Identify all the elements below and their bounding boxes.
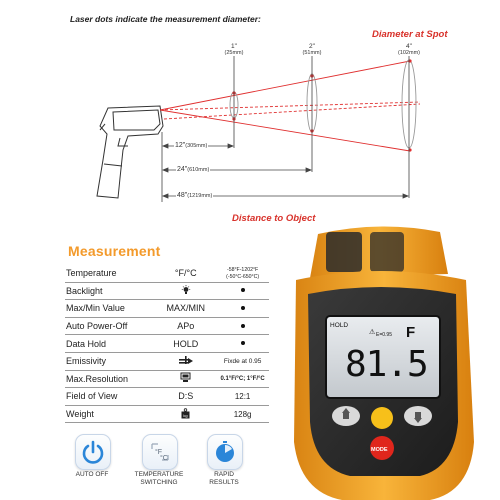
fahrenheit-celsius-icon xyxy=(143,435,177,469)
svg-text:°C: °C xyxy=(160,455,168,462)
table-row xyxy=(65,405,269,423)
distance-label-12: 12"(305mm) xyxy=(175,142,208,149)
weight-icon xyxy=(155,405,215,423)
table-row xyxy=(65,370,269,388)
thermometer-outline-icon xyxy=(97,106,163,198)
spot-label-1: 1" (25mm) xyxy=(224,43,244,56)
check-dot-icon xyxy=(241,306,245,310)
rapid-results-icon-tile xyxy=(207,434,243,470)
svg-text:°F: °F xyxy=(155,449,163,456)
power-icon xyxy=(76,435,110,469)
bulb-icon xyxy=(155,282,215,300)
spot-label-3: 4" (102mm) xyxy=(397,43,420,56)
row-symbol: APo xyxy=(155,317,215,335)
table-row xyxy=(65,388,269,406)
feature-label-rapid-results: RAPID RESULTS xyxy=(209,471,239,486)
row-value: Fixde at 0.95 xyxy=(215,352,269,370)
spec-table xyxy=(65,265,269,423)
row-value xyxy=(215,300,269,318)
feature-label-temperature-switching: TEMPERATURE SWITCHING xyxy=(134,471,184,486)
row-value xyxy=(215,282,269,300)
row-value: -58°F-1202°F (-50°C-650°C) xyxy=(215,265,269,282)
check-dot-icon xyxy=(241,341,245,345)
table-row xyxy=(65,300,269,318)
row-label: Backlight xyxy=(65,282,155,300)
spot-label-2: 2" (51mm) xyxy=(302,43,322,56)
row-label: Temperature xyxy=(65,265,155,282)
table-row xyxy=(65,282,269,300)
row-label: Max/Min Value xyxy=(65,300,155,318)
distance-label-48: 48"(1219mm) xyxy=(177,192,213,199)
lcd-reading: 81.5 xyxy=(345,344,428,385)
svg-text:kg: kg xyxy=(183,412,188,418)
row-value xyxy=(215,317,269,335)
row-value xyxy=(215,335,269,353)
check-dot-icon xyxy=(241,288,245,292)
measurement-title: Measurement xyxy=(68,243,161,259)
lcd-emissivity: E=0.95 xyxy=(376,332,392,338)
row-label: Weight xyxy=(65,405,155,423)
row-symbol: MAX/MIN xyxy=(155,300,215,318)
diameter-at-spot-title: Diameter at Spot xyxy=(372,29,448,40)
lcd-unit: F xyxy=(406,324,416,341)
row-label: Emissivity xyxy=(65,352,155,370)
temperature-switching-icon-tile xyxy=(142,434,178,470)
table-row xyxy=(65,265,269,282)
table-row xyxy=(65,352,269,370)
emissivity-icon xyxy=(155,352,215,370)
row-symbol: HOLD xyxy=(155,335,215,353)
stopwatch-icon xyxy=(208,435,242,469)
caption: Laser dots indicate the measurement diameter: xyxy=(70,14,261,24)
row-label: Max.Resolution xyxy=(65,370,155,388)
table-row xyxy=(65,335,269,353)
row-symbol: D:S xyxy=(155,388,215,406)
row-label: Auto Power-Off xyxy=(65,317,155,335)
check-dot-icon xyxy=(241,324,245,328)
row-label: Data Hold xyxy=(65,335,155,353)
mode-button[interactable]: MODE xyxy=(371,447,388,453)
distance-label-24: 24"(610mm) xyxy=(177,166,210,173)
auto-off-icon-tile xyxy=(75,434,111,470)
lcd-hold-indicator: HOLD xyxy=(330,322,349,329)
row-value: 12:1 xyxy=(215,388,269,406)
resolution-icon xyxy=(155,370,215,388)
row-symbol: °F/°C xyxy=(155,265,215,282)
laser-warning-icon: ⚠ xyxy=(369,329,376,336)
row-label: Field of View xyxy=(65,388,155,406)
feature-label-auto-off: AUTO OFF xyxy=(75,471,109,478)
row-value: 0.1°F/°C; 1°F/°C xyxy=(215,370,269,388)
row-value: 128g xyxy=(215,405,269,423)
table-row xyxy=(65,317,269,335)
distance-to-object-title: Distance to Object xyxy=(232,213,316,224)
